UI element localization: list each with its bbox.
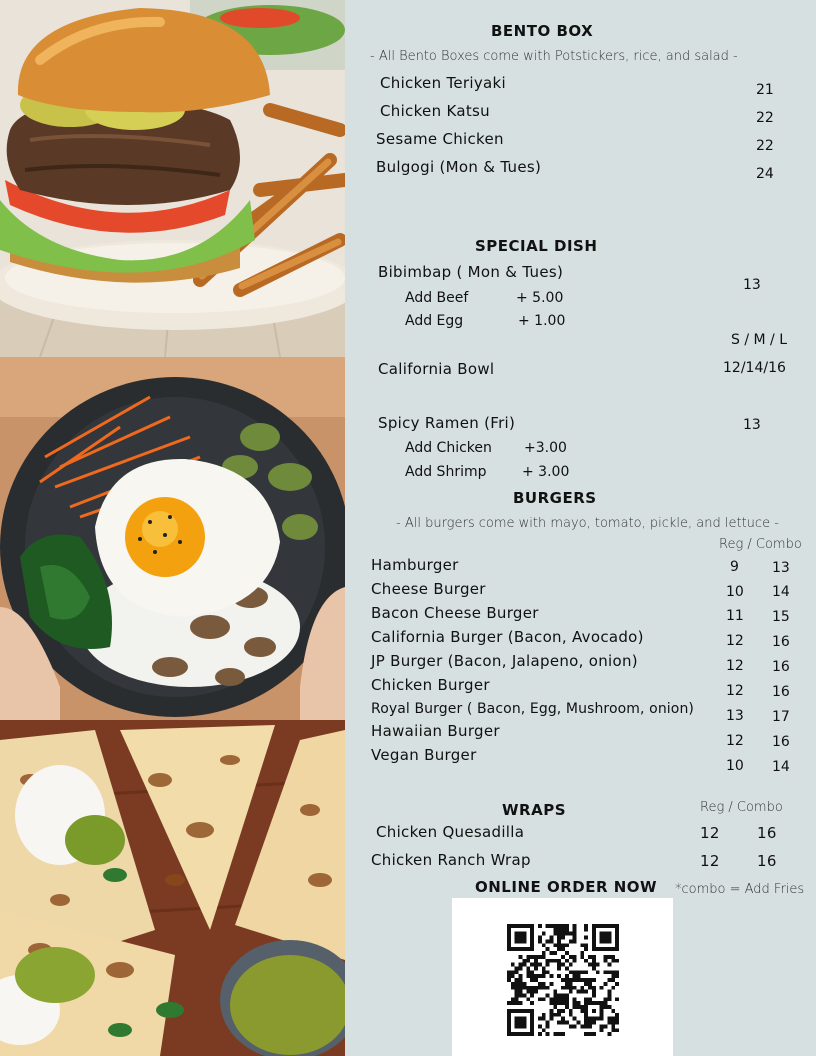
wraps-header: Reg / Combo xyxy=(700,800,783,815)
combo-note: *combo = Add Fries xyxy=(675,882,805,897)
special-item-name: Spicy Ramen (Fri) xyxy=(378,414,516,432)
burger-item-reg: 12 xyxy=(726,658,744,674)
addon-price: + 3.00 xyxy=(522,464,570,480)
burger-item-combo: 16 xyxy=(772,684,790,700)
bento-note: - All Bento Boxes come with Potstickers, rice, and salad - xyxy=(370,49,738,64)
quesadilla-photo xyxy=(0,720,345,1056)
sizes-header: S / M / L xyxy=(731,332,787,348)
addon-price: + 5.00 xyxy=(516,290,564,306)
burger-item-combo: 14 xyxy=(772,759,790,775)
burger-item-name: Bacon Cheese Burger xyxy=(371,604,539,622)
burger-item-reg: 10 xyxy=(726,758,744,774)
wrap-item-name: Chicken Quesadilla xyxy=(376,823,525,841)
online-order-label: ONLINE ORDER NOW xyxy=(475,878,658,896)
burger-item-name: Chicken Burger xyxy=(371,676,490,694)
burger-item-combo: 13 xyxy=(772,560,790,576)
menu-panel xyxy=(345,0,816,1056)
addon-name: Add Chicken xyxy=(405,440,492,456)
burger-item-combo: 16 xyxy=(772,634,790,650)
burgers-header: Reg / Combo xyxy=(719,537,802,552)
burger-item-reg: 12 xyxy=(726,733,744,749)
burger-item-reg: 9 xyxy=(730,559,739,575)
special-item-price: 12/14/16 xyxy=(723,360,786,376)
special-item-price: 13 xyxy=(743,277,761,293)
burger-photo xyxy=(0,0,345,357)
burger-item-combo: 17 xyxy=(772,709,790,725)
burgers-title: BURGERS xyxy=(513,489,597,507)
bento-item-price: 24 xyxy=(756,166,774,182)
burger-item-name: California Burger (Bacon, Avocado) xyxy=(371,628,644,646)
addon-price: +3.00 xyxy=(524,440,567,456)
burger-item-reg: 10 xyxy=(726,584,744,600)
burger-item-reg: 12 xyxy=(726,633,744,649)
photo-column xyxy=(0,0,345,1056)
addon-price: + 1.00 xyxy=(518,313,566,329)
bento-item-name: Chicken Katsu xyxy=(380,102,490,120)
bento-item-name: Sesame Chicken xyxy=(376,130,504,148)
qr-code-box[interactable] xyxy=(452,898,673,1056)
burger-item-reg: 13 xyxy=(726,708,744,724)
bento-item-name: Chicken Teriyaki xyxy=(380,74,506,92)
wraps-title: WRAPS xyxy=(502,801,567,819)
bibimbap-photo xyxy=(0,357,345,720)
wrap-item-reg: 12 xyxy=(700,824,720,842)
burger-item-name: Hawaiian Burger xyxy=(371,722,500,740)
wrap-item-reg: 12 xyxy=(700,852,720,870)
bento-item-price: 22 xyxy=(756,110,774,126)
burgers-note: - All burgers come with mayo, tomato, pickle, and lettuce - xyxy=(396,516,779,531)
special-item-name: California Bowl xyxy=(378,360,495,378)
wrap-item-name: Chicken Ranch Wrap xyxy=(371,851,531,869)
wrap-item-combo: 16 xyxy=(757,824,777,842)
bento-item-price: 21 xyxy=(756,82,774,98)
addon-name: Add Shrimp xyxy=(405,464,487,480)
burger-item-combo: 15 xyxy=(772,609,790,625)
burger-item-name: Royal Burger ( Bacon, Egg, Mushroom, onion) xyxy=(371,701,694,717)
bento-item-price: 22 xyxy=(756,138,774,154)
burger-item-combo: 14 xyxy=(772,584,790,600)
burger-item-name: Vegan Burger xyxy=(371,746,477,764)
qr-code-icon xyxy=(507,924,619,1036)
special-item-name: Bibimbap ( Mon & Tues) xyxy=(378,263,564,281)
burger-item-name: Cheese Burger xyxy=(371,580,486,598)
burger-item-reg: 11 xyxy=(726,608,744,624)
bento-item-name: Bulgogi (Mon & Tues) xyxy=(376,158,542,176)
burger-item-name: JP Burger (Bacon, Jalapeno, onion) xyxy=(371,652,638,670)
burger-item-combo: 16 xyxy=(772,659,790,675)
special-item-price: 13 xyxy=(743,417,761,433)
special-title: SPECIAL DISH xyxy=(475,237,598,255)
burger-item-combo: 16 xyxy=(772,734,790,750)
burger-item-name: Hamburger xyxy=(371,556,459,574)
wrap-item-combo: 16 xyxy=(757,852,777,870)
addon-name: Add Egg xyxy=(405,313,464,329)
burger-item-reg: 12 xyxy=(726,683,744,699)
bento-title: BENTO BOX xyxy=(491,22,594,40)
addon-name: Add Beef xyxy=(405,290,469,306)
